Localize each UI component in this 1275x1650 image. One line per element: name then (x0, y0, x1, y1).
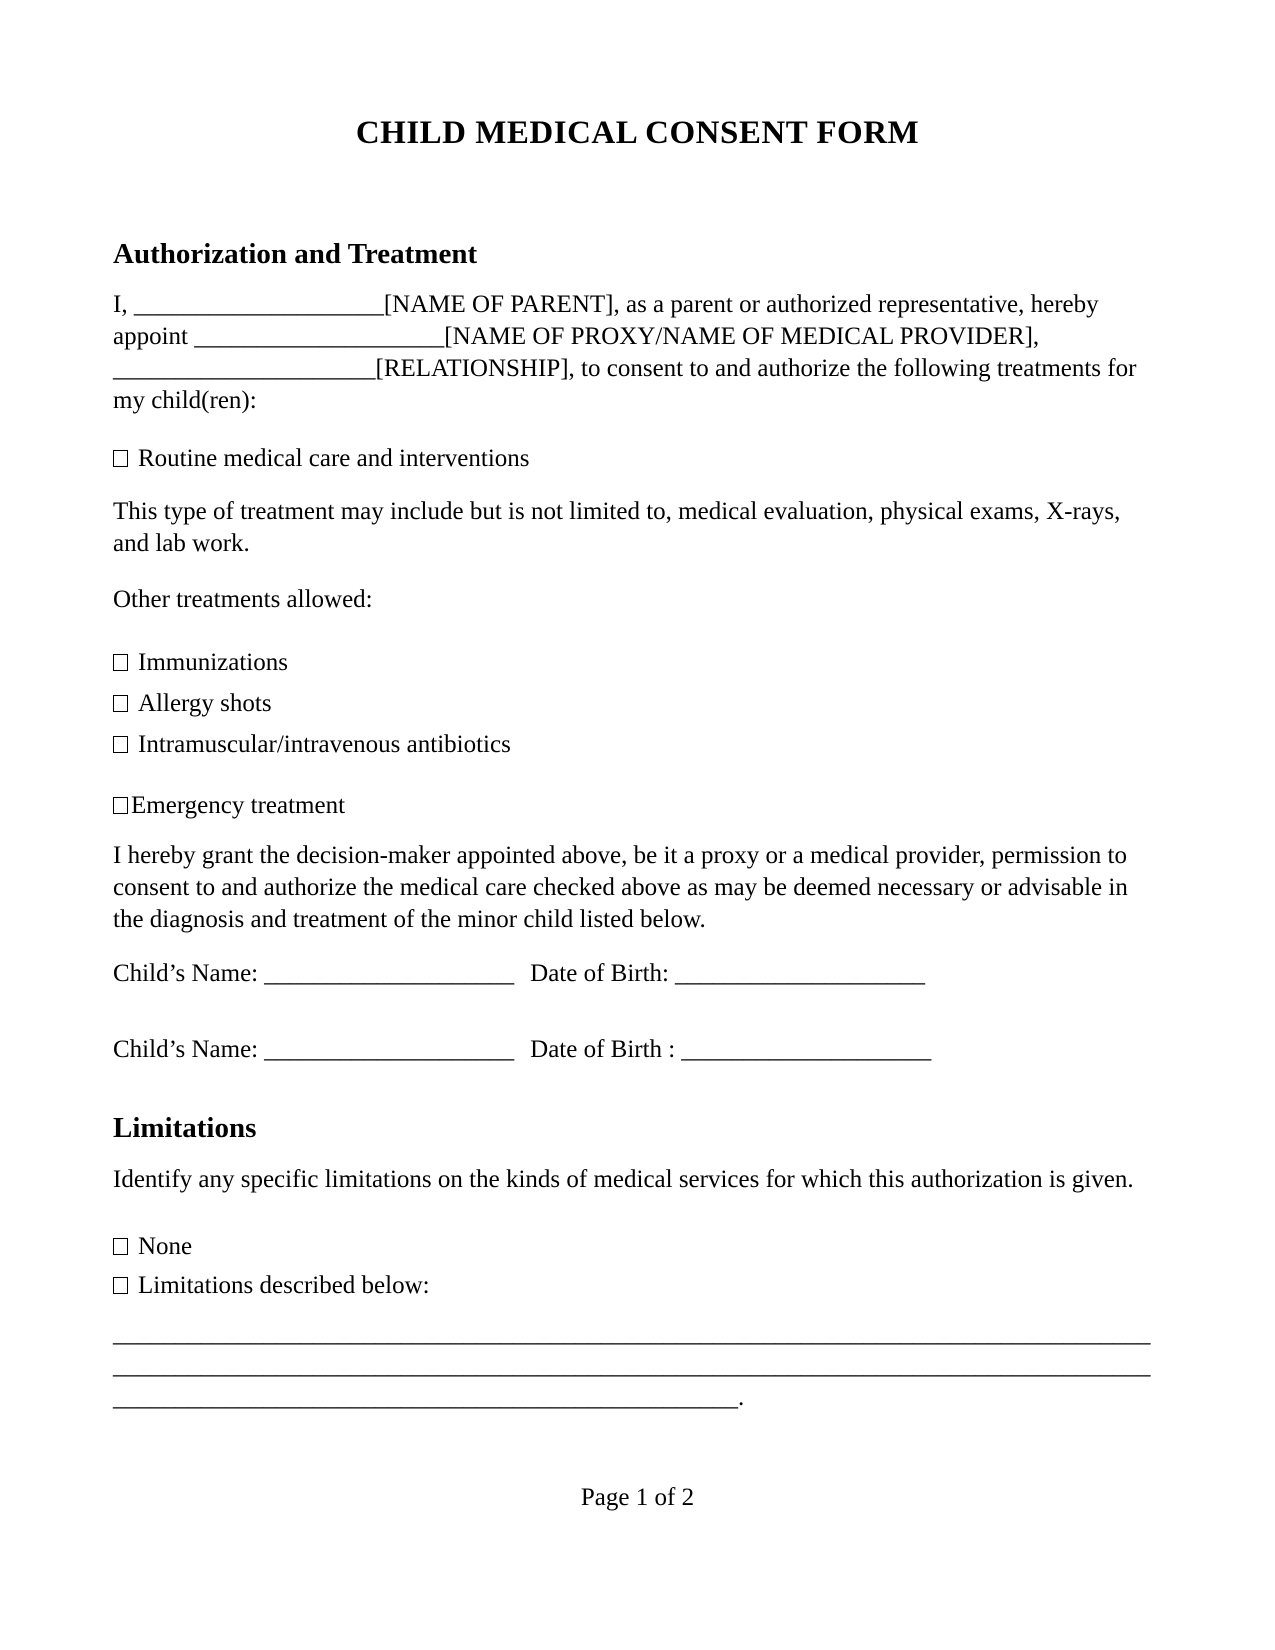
routine-care-option (113, 443, 1162, 475)
intro-line-4: my child(ren): (113, 387, 257, 414)
write-in-line-3: __________________________________________________. (113, 1384, 745, 1411)
child-row-2 (113, 1034, 1162, 1066)
grant-line-2: consent to and authorize the medical care checked above as may be deemed necessary or advisable in (113, 874, 1128, 901)
limitations-write-in-area (113, 1318, 1162, 1414)
limitations-described-checkbox-icon[interactable] (113, 1277, 128, 1294)
child-1-dob-label: Date of Birth: (530, 960, 669, 987)
limitations-none-label: None (138, 1233, 193, 1260)
limitations-described-option (113, 1270, 1162, 1302)
grant-paragraph (113, 840, 1162, 936)
routine-care-label: Routine medical care and interventions (138, 445, 530, 472)
write-in-line-1: ___________________________________________________________________________________ (113, 1320, 1151, 1347)
document-title: CHILD MEDICAL CONSENT FORM (355, 115, 920, 151)
limitations-instruction: Identify any specific limitations on the kinds of medical services for which this authorization is given. (113, 1166, 1134, 1193)
child-1-dob-blank: ____________________ (675, 960, 925, 987)
intro-line-1: I, ____________________[NAME OF PARENT], as a parent or authorized representative, hereby (113, 291, 1099, 318)
limitations-heading: Limitations (113, 1112, 257, 1144)
allergy-shots-checkbox-icon[interactable] (113, 695, 128, 712)
emergency-treatment-checkbox-icon[interactable] (113, 797, 128, 814)
routine-care-checkbox-icon[interactable] (113, 450, 128, 467)
emergency-treatment-option (113, 790, 1162, 822)
immunizations-checkbox-icon[interactable] (113, 654, 128, 671)
limitations-none-option (113, 1231, 1162, 1263)
routine-note-line-1: This type of treatment may include but is not limited to, medical evaluation, physical exams, X-rays, (113, 498, 1121, 525)
antibiotics-label: Intramuscular/intravenous antibiotics (138, 731, 511, 758)
child-2-name-label: Child’s Name: (113, 1036, 259, 1063)
immunizations-option (113, 647, 1162, 679)
intro-line-3: _____________________[RELATIONSHIP], to consent to and authorize the following treatments for (113, 355, 1137, 382)
antibiotics-option (113, 729, 1162, 761)
limitations-described-label: Limitations described below: (138, 1272, 430, 1299)
authorization-intro-paragraph (113, 289, 1162, 417)
child-1-name-label: Child’s Name: (113, 960, 259, 987)
write-in-line-2: ___________________________________________________________________________________ (113, 1352, 1151, 1379)
allergy-shots-label: Allergy shots (138, 690, 272, 717)
child-row-1 (113, 958, 1162, 990)
limitations-none-checkbox-icon[interactable] (113, 1238, 128, 1255)
other-treatments-label: Other treatments allowed: (113, 586, 373, 613)
child-2-dob-blank: ____________________ (681, 1036, 932, 1063)
routine-note-line-2: and lab work. (113, 530, 250, 557)
child-2-dob-label: Date of Birth : (530, 1036, 676, 1063)
emergency-treatment-label: Emergency treatment (131, 792, 346, 819)
authorization-heading: Authorization and Treatment (113, 238, 478, 270)
grant-line-1: I hereby grant the decision-maker appointed above, be it a proxy or a medical provider, permission to (113, 842, 1127, 869)
allergy-shots-option (113, 688, 1162, 720)
child-2-name-blank: ____________________ (264, 1036, 515, 1063)
intro-line-2: appoint ____________________[NAME OF PROXY/NAME OF MEDICAL PROVIDER], (113, 323, 1040, 350)
routine-note-paragraph (113, 496, 1162, 560)
child-1-name-blank: ____________________ (264, 960, 515, 987)
antibiotics-checkbox-icon[interactable] (113, 736, 128, 753)
grant-line-3: the diagnosis and treatment of the minor child listed below. (113, 906, 706, 933)
page-number-footer: Page 1 of 2 (580, 1484, 695, 1511)
immunizations-label: Immunizations (138, 649, 288, 676)
